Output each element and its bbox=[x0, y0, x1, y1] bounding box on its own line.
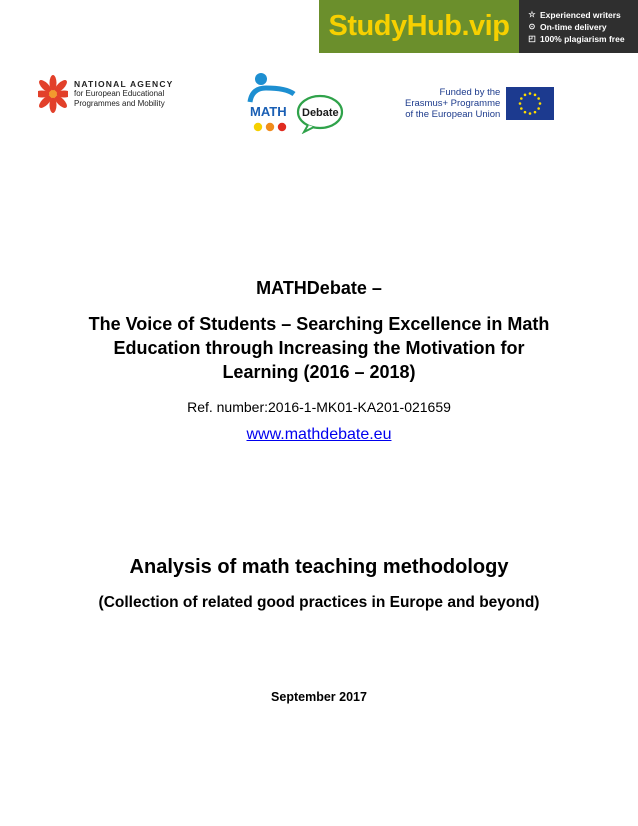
feature-label: 100% plagiarism free bbox=[540, 33, 625, 44]
subtitle-line: Learning (2016 – 2018) bbox=[222, 362, 416, 382]
banner-brand[interactable]: StudyHub.vip bbox=[328, 10, 510, 42]
document-subtitle: (Collection of related good practices in Europe and beyond) bbox=[98, 594, 540, 611]
eu-flag-icon bbox=[506, 87, 554, 120]
eu-star-icon bbox=[519, 102, 522, 105]
agency-line: Programmes and Mobility bbox=[74, 99, 165, 108]
website-link-wrap bbox=[0, 426, 638, 444]
eu-star-icon bbox=[534, 111, 537, 114]
project-title: MATHDebate – bbox=[256, 278, 382, 298]
national-agency-logo bbox=[38, 74, 174, 114]
agency-name bbox=[74, 79, 174, 109]
eu-star-icon bbox=[520, 97, 523, 100]
eu-funding-text bbox=[405, 87, 500, 120]
feature-item bbox=[527, 10, 638, 20]
yellow-dot-icon bbox=[254, 123, 262, 131]
subtitle-line: Education through Increasing the Motivation for bbox=[113, 338, 525, 358]
logo-head-icon bbox=[255, 73, 267, 85]
orange-dot-icon bbox=[266, 123, 274, 131]
studyhub-banner[interactable] bbox=[319, 0, 638, 53]
feature-label: On-time delivery bbox=[540, 21, 607, 32]
clock-icon: ⊙ bbox=[528, 22, 536, 31]
eu-star-icon bbox=[524, 94, 527, 97]
eu-star-icon bbox=[524, 111, 527, 114]
red-dot-icon bbox=[278, 123, 286, 131]
project-subtitle bbox=[0, 312, 638, 384]
eu-line: Funded by the bbox=[439, 87, 501, 98]
agency-line: NATIONAL AGENCY bbox=[74, 79, 174, 89]
feature-item bbox=[527, 22, 638, 32]
feature-label: Experienced writers bbox=[540, 9, 621, 20]
eu-line: of the European Union bbox=[405, 109, 501, 120]
check-copy-icon: ◰ bbox=[528, 34, 536, 43]
feature-item bbox=[527, 34, 638, 44]
banner-features bbox=[519, 0, 638, 53]
logo-math-text: MATH bbox=[250, 104, 287, 119]
logo-arc-icon bbox=[250, 88, 294, 102]
erasmus-eu-logo bbox=[405, 87, 554, 120]
eu-star-icon bbox=[538, 97, 541, 100]
subtitle-line: The Voice of Students – Searching Excellence in Math bbox=[88, 314, 550, 334]
agency-flower-icon bbox=[38, 74, 68, 114]
website-link[interactable]: www.mathdebate.eu bbox=[246, 426, 392, 443]
eu-star-icon bbox=[534, 94, 537, 97]
eu-line: Erasmus+ Programme bbox=[405, 98, 501, 109]
eu-star-icon bbox=[529, 112, 532, 115]
eu-star-icon bbox=[539, 102, 542, 105]
eu-star-icon bbox=[520, 107, 523, 110]
eu-star-icon bbox=[529, 92, 532, 95]
agency-line: for European Educational bbox=[74, 89, 165, 98]
star-icon: ☆ bbox=[528, 10, 536, 19]
document-title: Analysis of math teaching methodology bbox=[129, 556, 509, 578]
document-date: September 2017 bbox=[271, 690, 367, 704]
eu-star-icon bbox=[538, 107, 541, 110]
reference-number: Ref. number:2016-1-MK01-KA201-021659 bbox=[187, 399, 451, 415]
mathdebate-logo bbox=[246, 72, 346, 134]
logo-debate-text: Debate bbox=[302, 107, 339, 119]
